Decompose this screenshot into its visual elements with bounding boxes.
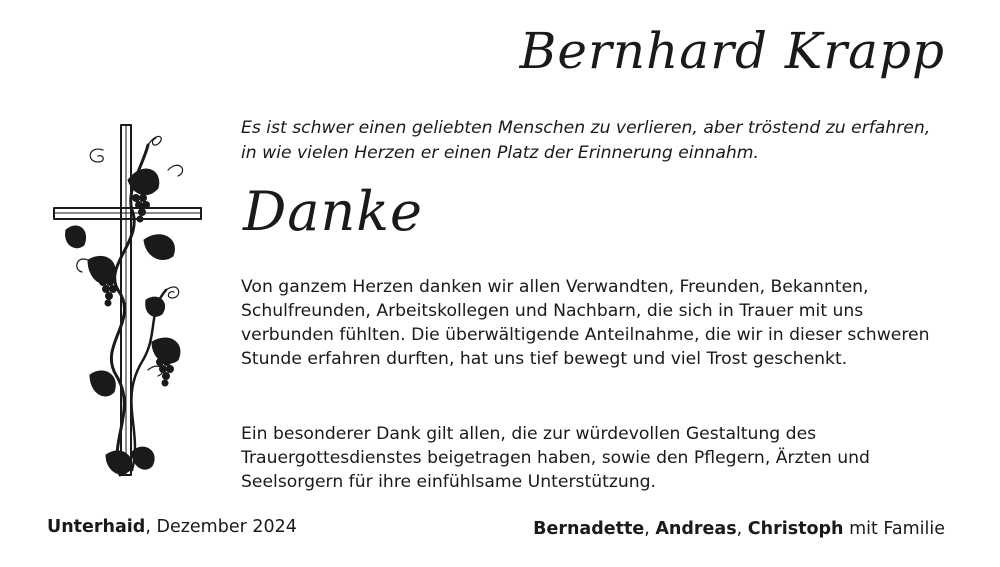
- family-signature: [533, 519, 945, 539]
- thanks-paragraph-1: Von ganzem Herzen danken wir allen Verwandten, Freunden, Bekannten, Schulfreunden, Arbeitskollegen und Nachbarn, die sich in Trauer mit uns verbunden fühlten. Die überwältigende Anteilnahme, die wir in dieser schweren Stunde erfahren durften, hat uns tief bewegt und viel Trost geschenkt.: [241, 277, 930, 369]
- family-name-1: Bernadette: [533, 519, 645, 539]
- cross-with-grapevine-icon: [48, 110, 208, 490]
- family-separator-1: ,: [644, 519, 656, 539]
- deceased-name: Bernhard Krapp: [519, 22, 945, 80]
- family-name-2: Andreas: [655, 519, 737, 539]
- place: Unterhaid: [47, 517, 146, 537]
- family-name-3: Christoph: [747, 519, 844, 539]
- family-suffix: mit Familie: [843, 519, 945, 539]
- thanks-heading: Danke: [243, 180, 423, 243]
- family-separator-2: ,: [736, 519, 748, 539]
- thanks-paragraph-2: Ein besonderer Dank gilt allen, die zur würdevollen Gestaltung des Trauergottesdienstes beigetragen haben, sowie den Pflegern, Ärzten und Seelsorgern für ihre einfühlsame Unterstützung.: [241, 424, 870, 492]
- place-date: [47, 517, 297, 537]
- place-date-separator: ,: [145, 517, 157, 537]
- memorial-quote: Es ist schwer einen geliebten Menschen zu verlieren, aber tröstend zu erfahren, in wie vielen Herzen er einen Platz der Erinnerung einnahm.: [241, 118, 931, 163]
- date: Dezember 2024: [156, 517, 297, 537]
